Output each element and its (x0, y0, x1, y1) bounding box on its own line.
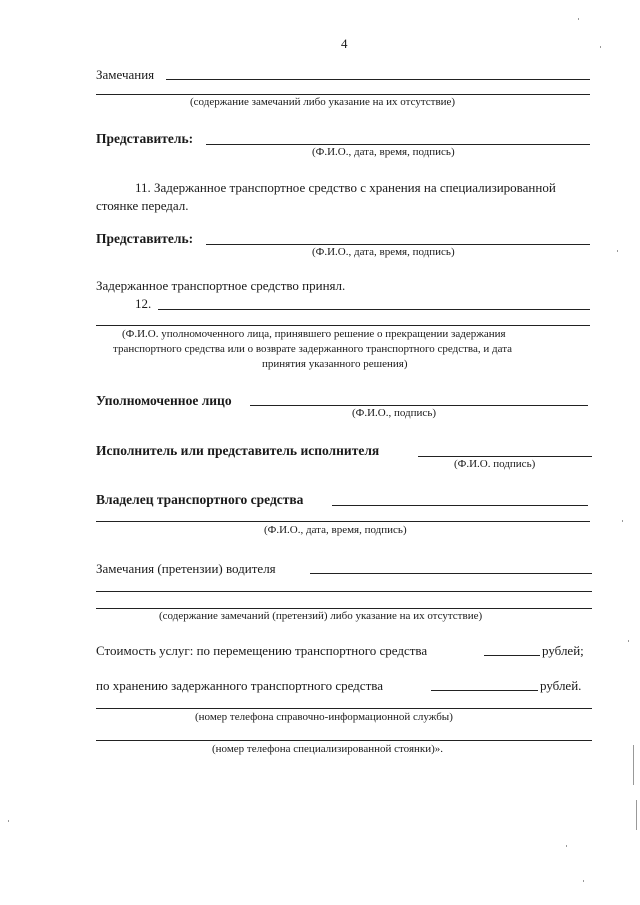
vehicle-owner-line-1[interactable] (332, 505, 588, 506)
authorized-person-label: Уполномоченное лицо (96, 393, 232, 408)
vehicle-owner-line-2[interactable] (96, 521, 590, 522)
item-11-line-2: стоянке передал. (96, 198, 189, 213)
scan-speck (617, 250, 618, 252)
remarks-caption: (содержание замечаний либо указание на их отсутствие) (190, 96, 456, 108)
scan-speck (600, 46, 601, 48)
item-12-caption-line-2: транспортного средства или о возврате задержанного транспортного средства, и дата (113, 343, 513, 355)
parking-phone-caption: (номер телефона специализированной стоянки)». (212, 743, 444, 755)
scan-edge-mark (636, 800, 637, 830)
remarks-line-1[interactable] (166, 79, 590, 80)
executor-label: Исполнитель или представитель исполнителя (96, 443, 380, 458)
vehicle-owner-label: Владелец транспортного средства (96, 492, 304, 507)
remarks-line-2[interactable] (96, 94, 590, 95)
cost-moving-field[interactable] (484, 655, 540, 656)
vehicle-owner-caption: (Ф.И.О., дата, время, подпись) (264, 524, 407, 536)
item-12-line-1[interactable] (158, 309, 590, 310)
driver-remarks-line-1[interactable] (310, 573, 592, 574)
parking-phone-line[interactable] (96, 740, 592, 741)
authorized-person-caption: (Ф.И.О., подпись) (352, 407, 436, 419)
item-11-line-1: 11. Задержанное транспортное средство с хранения на специализированной (135, 180, 556, 195)
executor-line[interactable] (418, 456, 592, 457)
cost-line-2-text: по хранению задержанного транспортного средства (96, 678, 383, 693)
scan-speck (628, 640, 629, 642)
scan-speck (566, 845, 567, 847)
accepted-text: Задержанное транспортное средство принял. (96, 278, 346, 293)
representative-1-line[interactable] (206, 144, 590, 145)
driver-remarks-caption: (содержание замечаний (претензий) либо указание на их отсутствие) (159, 610, 483, 622)
driver-remarks-line-3[interactable] (96, 608, 592, 609)
info-phone-line[interactable] (96, 708, 592, 709)
representative-1-caption: (Ф.И.О., дата, время, подпись) (312, 146, 455, 158)
scan-speck (583, 880, 584, 882)
representative-2-label: Представитель: (96, 231, 194, 246)
item-12-caption-line-1: (Ф.И.О. уполномоченного лица, принявшего решение о прекращении задержания (122, 328, 506, 340)
item-12-line-2[interactable] (96, 325, 590, 326)
remarks-label: Замечания (96, 67, 155, 82)
representative-2-caption: (Ф.И.О., дата, время, подпись) (312, 246, 455, 258)
scan-edge-mark (633, 745, 634, 785)
page-number: 4 (341, 36, 348, 51)
driver-remarks-line-2[interactable] (96, 591, 592, 592)
scan-speck (8, 820, 9, 822)
info-phone-caption: (номер телефона справочно-информационной службы) (195, 711, 453, 723)
authorized-person-line[interactable] (250, 405, 588, 406)
cost-line-1-unit: рублей; (542, 643, 584, 658)
cost-storage-field[interactable] (431, 690, 538, 691)
representative-2-line[interactable] (206, 244, 590, 245)
driver-remarks-label: Замечания (претензии) водителя (96, 561, 276, 576)
executor-caption: (Ф.И.О. подпись) (454, 458, 536, 470)
item-12-caption-line-3: принятия указанного решения) (262, 358, 408, 370)
cost-line-2-unit: рублей. (540, 678, 582, 693)
scan-speck (622, 520, 623, 522)
representative-1-label: Представитель: (96, 131, 194, 146)
cost-line-1-text: Стоимость услуг: по перемещению транспортного средства (96, 643, 428, 658)
scan-speck (578, 18, 579, 20)
item-12-number: 12. (135, 296, 152, 311)
